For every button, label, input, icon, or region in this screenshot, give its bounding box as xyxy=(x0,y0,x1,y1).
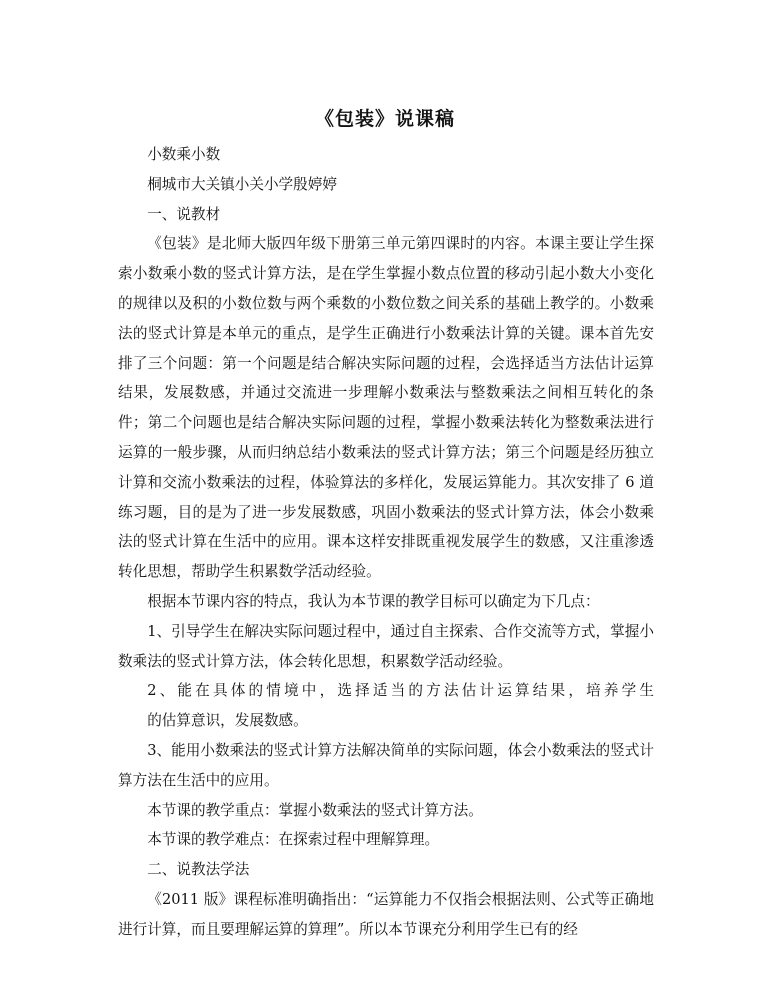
author-line: 桐城市大关镇小关小学殷婷婷 xyxy=(147,175,337,193)
paragraph: 本节课的教学难点：在探索过程中理解算理。 xyxy=(147,831,440,849)
subtitle: 小数乘小数 xyxy=(147,146,221,163)
paragraph: 3、能用小数乘法的竖式计算方法解决简单的实际问题，体会小数乘法的竖式计算方法在生活中的应用。 xyxy=(118,741,654,789)
document-body xyxy=(118,140,654,945)
paragraph: 的估算意识，发展数感。 xyxy=(147,712,308,730)
page-title: 《包装》说课稿 xyxy=(314,108,455,130)
paragraph: 《2011 版》课程标准明确指出：“运算能力不仅指会根据法则、公式等正确地进行计算，而且要理解运算的算理”。所以本节课充分利用学生已有的经 xyxy=(118,890,654,938)
paragraph: 《包装》是北师大版四年级下册第三单元第四课时的内容。本课主要让学生探索小数乘小数的竖式计算方法，是在学生掌握小数点位置的移动引起小数大小变化的规律以及积的小数位数与两个乘数的小数位数之间关系的基础上教学的。小数乘法的竖式计算是本单元的重点，是学生正确进行小数乘法计算的关键。课本首先安排了三个问题：第一个问题是结合解决实际问题的过程，会选择适当方法估计运算结果，发展数感，并通过交流进一步理解小数乘法与整数乘法之间相互转化的条件；第二个问题也是结合解决实际问题的过程，掌握小数乘法转化为整数乘法进行运算的一般步骤，从而归纳总结小数乘法的竖式计算方法；第三个问题是经历独立计算和交流小数乘法的过程，体验算法的多样化，发展运算能力。其次安排了 6 道练习题，目的是为了进一步发展数感，巩固小数乘法的竖式计算方法，体会小数乘法的竖式计算在生活中的应用。课本这样安排既重视发展学生的数感，又注重渗透转化思想，帮助学生积累数学活动经验。 xyxy=(118,235,654,581)
paragraph: 2、能在具体的情境中，选择适当的方法估计运算结果，培养学生 xyxy=(147,682,654,700)
section-heading-2: 二、说教法学法 xyxy=(147,861,250,879)
paragraph: 1、引导学生在解决实际问题过程中，通过自主探索、合作交流等方式，掌握小数乘法的竖式计算方法，体会转化思想，积累数学活动经验。 xyxy=(118,622,654,670)
paragraph: 根据本节课内容的特点，我认为本节课的教学目标可以确定为下几点： xyxy=(147,592,600,610)
paragraph: 本节课的教学重点：掌握小数乘法的竖式计算方法。 xyxy=(147,801,483,819)
section-heading-1: 一、说教材 xyxy=(147,205,221,223)
